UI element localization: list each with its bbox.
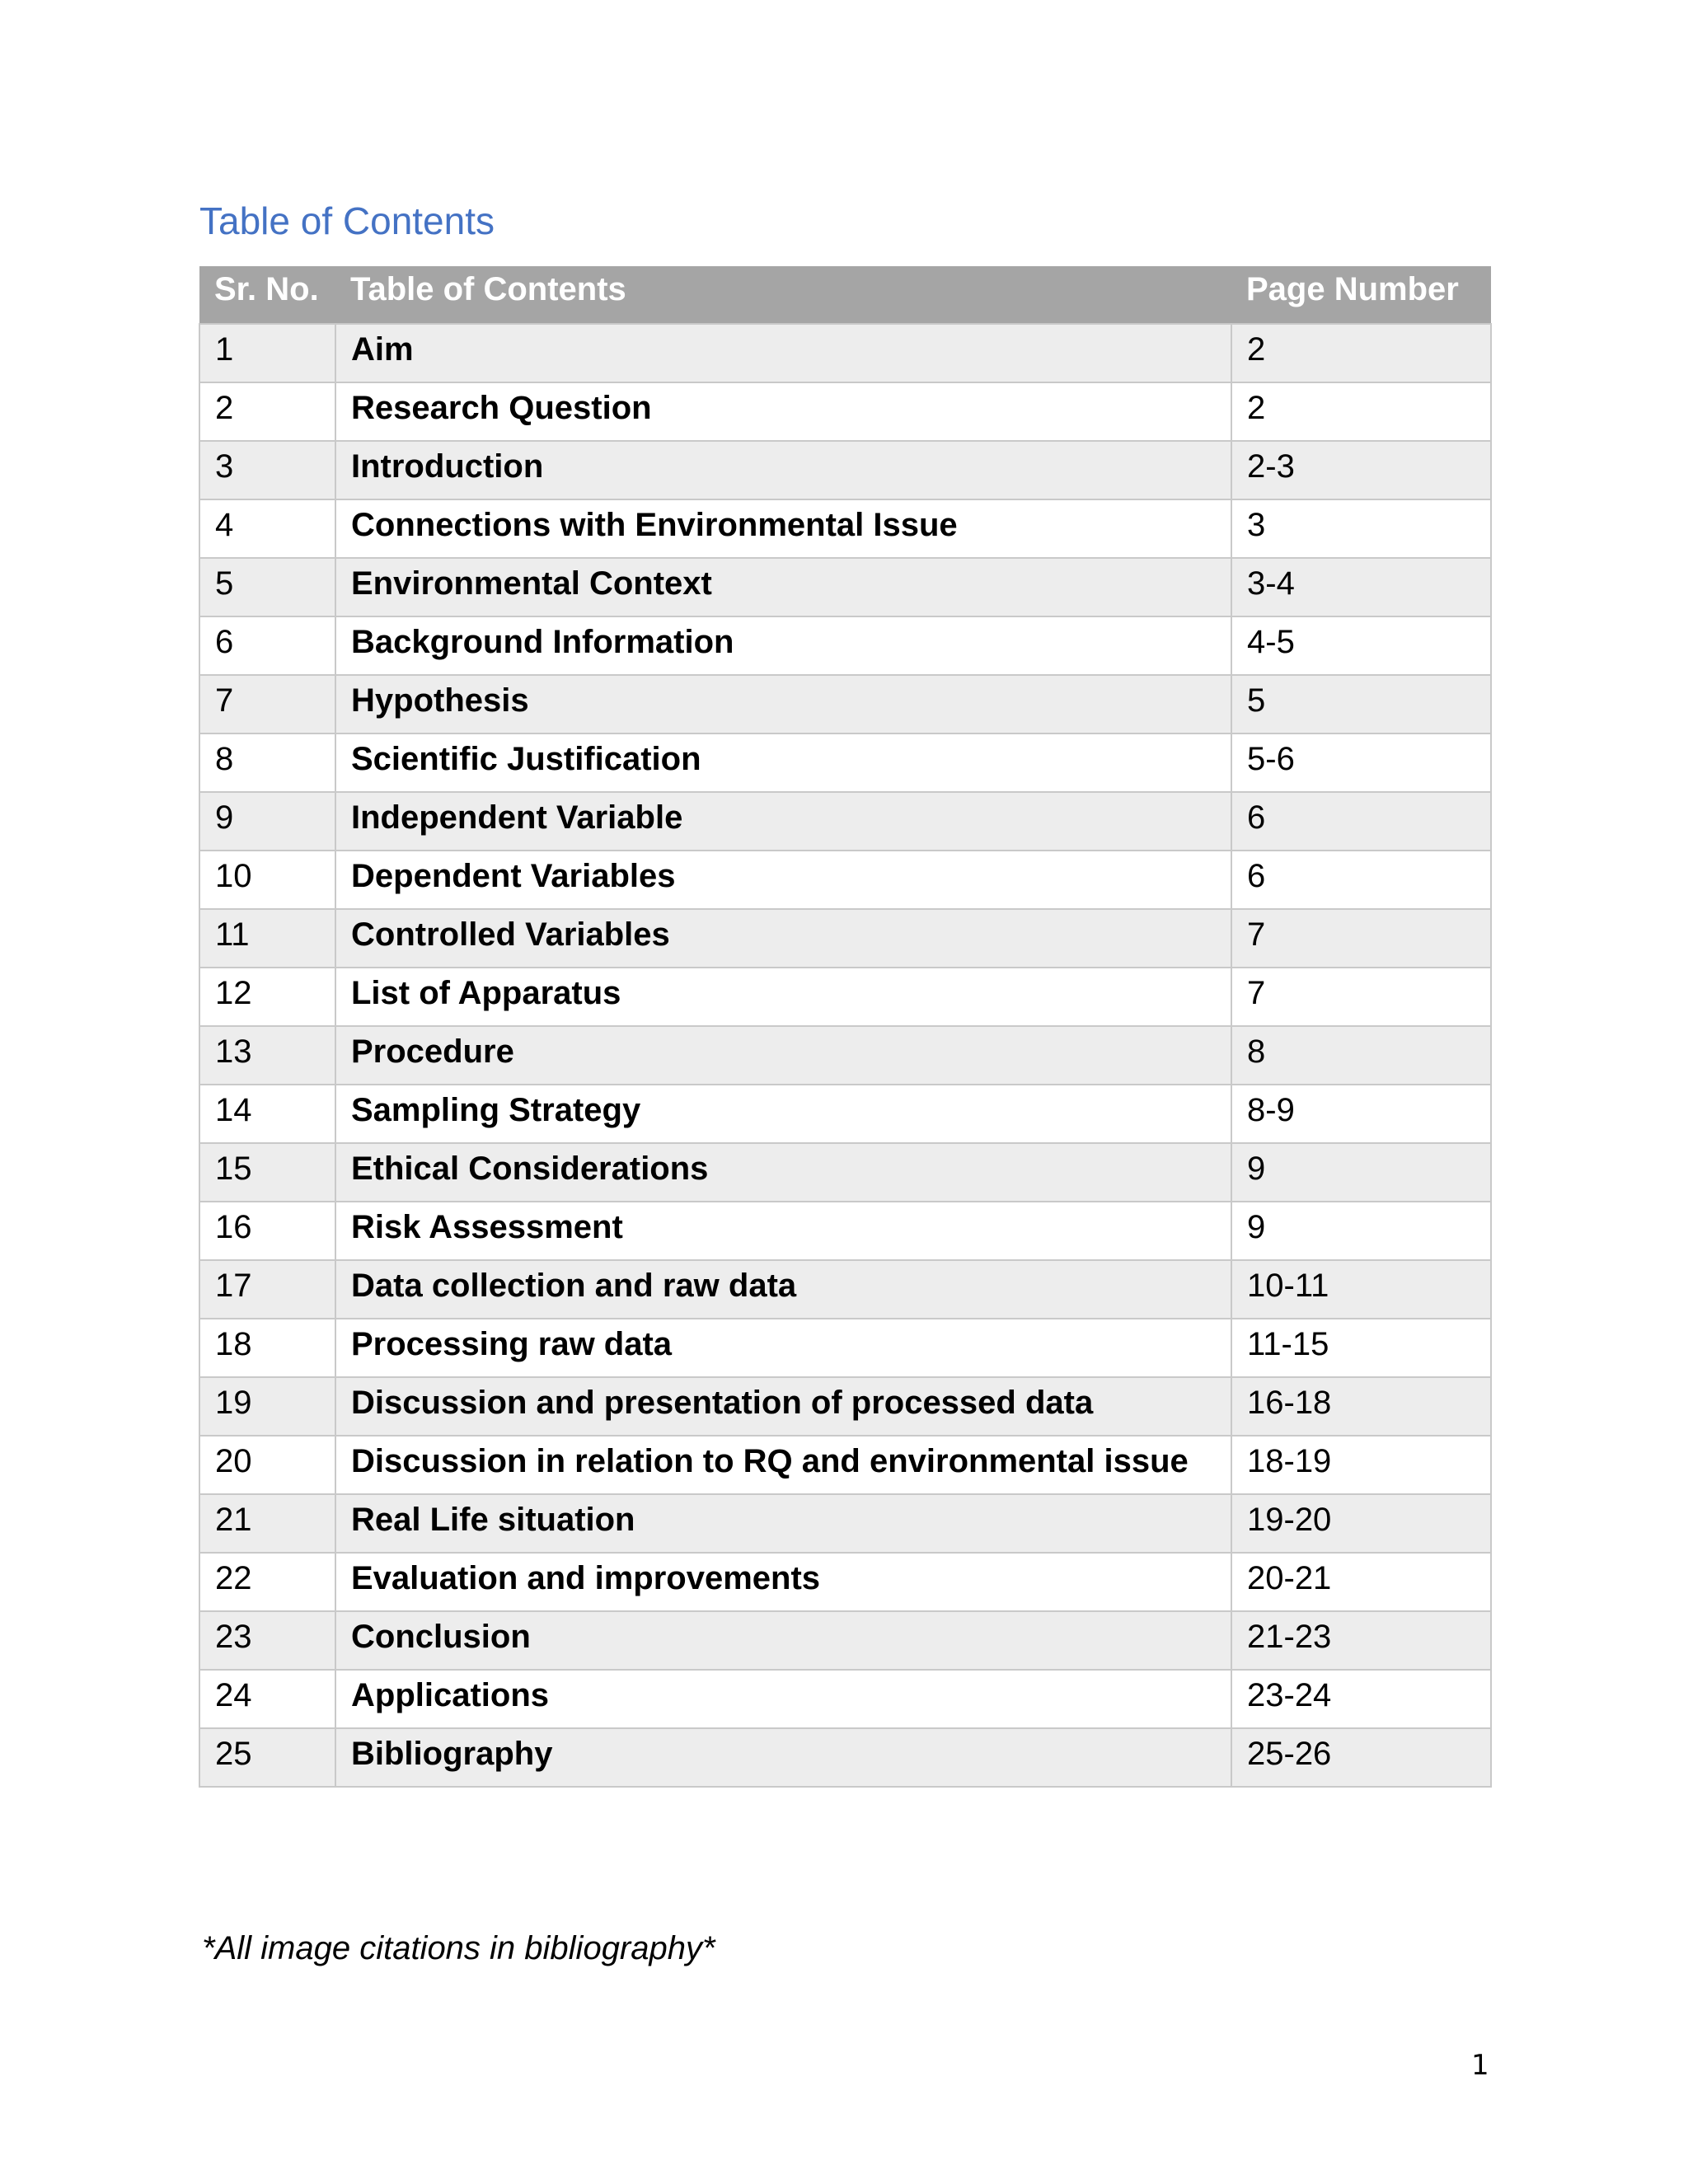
- table-row: [199, 1260, 1491, 1319]
- cell-page: 2: [1231, 382, 1491, 441]
- cell-page: 19-20: [1231, 1494, 1491, 1553]
- cell-title: Scientific Justification: [335, 733, 1231, 792]
- page-number: 1: [1471, 2049, 1489, 2082]
- cell-title: Risk Assessment: [335, 1202, 1231, 1260]
- cell-title: Controlled Variables: [335, 909, 1231, 968]
- cell-page: 6: [1231, 851, 1491, 909]
- cell-number: 1: [199, 324, 335, 382]
- cell-page: 2: [1231, 324, 1491, 382]
- cell-number: 16: [199, 1202, 335, 1260]
- cell-number: 5: [199, 558, 335, 616]
- cell-title: Sampling Strategy: [335, 1085, 1231, 1143]
- table-row: [199, 382, 1491, 441]
- cell-title: List of Apparatus: [335, 968, 1231, 1026]
- table-row: [199, 1553, 1491, 1611]
- cell-number: 7: [199, 675, 335, 733]
- cell-number: 12: [199, 968, 335, 1026]
- column-header-page: Page Number: [1231, 266, 1491, 324]
- cell-page: 10-11: [1231, 1260, 1491, 1319]
- table-row: [199, 851, 1491, 909]
- table-row: [199, 1377, 1491, 1436]
- cell-title: Dependent Variables: [335, 851, 1231, 909]
- cell-page: 8: [1231, 1026, 1491, 1085]
- table-row: [199, 1728, 1491, 1787]
- cell-title: Bibliography: [335, 1728, 1231, 1787]
- cell-page: 3-4: [1231, 558, 1491, 616]
- cell-number: 22: [199, 1553, 335, 1611]
- cell-number: 25: [199, 1728, 335, 1787]
- toc-body: [199, 324, 1491, 1787]
- cell-page: 4-5: [1231, 616, 1491, 675]
- cell-page: 25-26: [1231, 1728, 1491, 1787]
- cell-page: 18-19: [1231, 1436, 1491, 1494]
- table-row: [199, 733, 1491, 792]
- cell-title: Conclusion: [335, 1611, 1231, 1670]
- cell-title: Processing raw data: [335, 1319, 1231, 1377]
- table-row: [199, 1611, 1491, 1670]
- cell-page: 5: [1231, 675, 1491, 733]
- cell-title: Applications: [335, 1670, 1231, 1728]
- cell-number: 9: [199, 792, 335, 851]
- cell-title: Connections with Environmental Issue: [335, 499, 1231, 558]
- cell-number: 10: [199, 851, 335, 909]
- cell-number: 15: [199, 1143, 335, 1202]
- page-title: Table of Contents: [199, 199, 495, 242]
- table-row: [199, 441, 1491, 499]
- table-row: [199, 792, 1491, 851]
- cell-title: Aim: [335, 324, 1231, 382]
- cell-title: Independent Variable: [335, 792, 1231, 851]
- cell-number: 14: [199, 1085, 335, 1143]
- cell-number: 17: [199, 1260, 335, 1319]
- table-row: [199, 968, 1491, 1026]
- cell-page: 7: [1231, 968, 1491, 1026]
- cell-number: 8: [199, 733, 335, 792]
- cell-title: Introduction: [335, 441, 1231, 499]
- cell-number: 4: [199, 499, 335, 558]
- cell-title: Data collection and raw data: [335, 1260, 1231, 1319]
- cell-title: Background Information: [335, 616, 1231, 675]
- table-row: [199, 1494, 1491, 1553]
- cell-page: 2-3: [1231, 441, 1491, 499]
- cell-number: 24: [199, 1670, 335, 1728]
- table-row: [199, 324, 1491, 382]
- cell-number: 13: [199, 1026, 335, 1085]
- table-row: [199, 1026, 1491, 1085]
- table-header-row: [199, 266, 1491, 324]
- toc-table: [199, 266, 1492, 1788]
- cell-number: 2: [199, 382, 335, 441]
- cell-title: Ethical Considerations: [335, 1143, 1231, 1202]
- table-row: [199, 1319, 1491, 1377]
- cell-number: 21: [199, 1494, 335, 1553]
- cell-page: 21-23: [1231, 1611, 1491, 1670]
- cell-page: 8-9: [1231, 1085, 1491, 1143]
- cell-page: 6: [1231, 792, 1491, 851]
- cell-number: 20: [199, 1436, 335, 1494]
- table-row: [199, 499, 1491, 558]
- table-row: [199, 909, 1491, 968]
- cell-number: 23: [199, 1611, 335, 1670]
- cell-title: Procedure: [335, 1026, 1231, 1085]
- table-row: [199, 1085, 1491, 1143]
- cell-page: 5-6: [1231, 733, 1491, 792]
- cell-title: Evaluation and improvements: [335, 1553, 1231, 1611]
- cell-page: 11-15: [1231, 1319, 1491, 1377]
- cell-title: Discussion and presentation of processed data: [335, 1377, 1231, 1436]
- cell-number: 6: [199, 616, 335, 675]
- table-row: [199, 675, 1491, 733]
- cell-title: Real Life situation: [335, 1494, 1231, 1553]
- cell-page: 23-24: [1231, 1670, 1491, 1728]
- cell-title: Environmental Context: [335, 558, 1231, 616]
- cell-number: 3: [199, 441, 335, 499]
- cell-title: Research Question: [335, 382, 1231, 441]
- cell-page: 9: [1231, 1202, 1491, 1260]
- table-row: [199, 1143, 1491, 1202]
- cell-number: 18: [199, 1319, 335, 1377]
- cell-page: 16-18: [1231, 1377, 1491, 1436]
- table-row: [199, 1202, 1491, 1260]
- table-row: [199, 558, 1491, 616]
- cell-title: Hypothesis: [335, 675, 1231, 733]
- cell-page: 7: [1231, 909, 1491, 968]
- cell-page: 20-21: [1231, 1553, 1491, 1611]
- table-row: [199, 616, 1491, 675]
- column-header-number: Sr. No.: [199, 266, 335, 324]
- cell-title: Discussion in relation to RQ and environmental issue: [335, 1436, 1231, 1494]
- cell-page: 9: [1231, 1143, 1491, 1202]
- cell-number: 19: [199, 1377, 335, 1436]
- cell-page: 3: [1231, 499, 1491, 558]
- cell-number: 11: [199, 909, 335, 968]
- column-header-title: Table of Contents: [335, 266, 1231, 324]
- table-row: [199, 1436, 1491, 1494]
- footnote: *All image citations in bibliography*: [202, 1930, 715, 1966]
- table-row: [199, 1670, 1491, 1728]
